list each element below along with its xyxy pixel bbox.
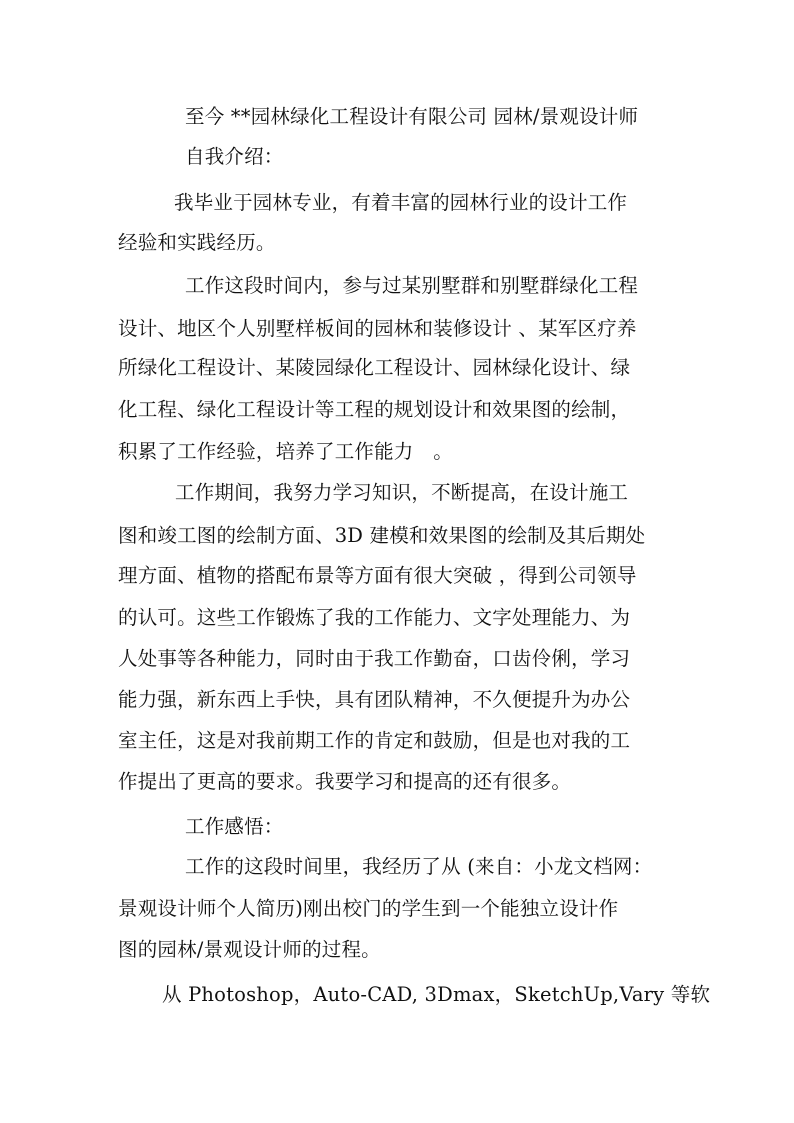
- text-line: 经验和实践经历。: [118, 231, 276, 254]
- text-line: 人处事等各种能力，同时由于我工作勤奋，口齿伶俐，学习: [118, 647, 631, 670]
- text-line: 室主任，这是对我前期工作的肯定和鼓励，但是也对我的工: [118, 729, 631, 752]
- text-line-work-insight-heading: 工作感悟：: [185, 815, 284, 838]
- text-line-self-intro-heading: 自我介绍：: [185, 145, 284, 168]
- text-line: 我毕业于园林专业，有着丰富的园林行业的设计工作: [174, 191, 628, 214]
- text-line: 图和竣工图的绘制方面、3D 建模和效果图的绘制及其后期处: [118, 524, 646, 547]
- text-line: 图的园林/景观设计师的过程。: [118, 938, 381, 961]
- text-line: 理方面、植物的搭配布景等方面有很大突破 ，得到公司领导: [118, 564, 637, 587]
- text-line: 作提出了更高的要求。我要学习和提高的还有很多。: [118, 770, 572, 793]
- text-line: 工作的这段时间里，我经历了从 (来自：小龙文档网：: [185, 855, 653, 878]
- text-line: 从 Photoshop，Auto-CAD, 3Dmax，SketchUp,Vary 等软: [162, 983, 711, 1006]
- text-line: 化工程、绿化工程设计等工程的规划设计和效果图的绘制，: [118, 398, 631, 421]
- text-line: 景观设计师个人简历)刚出校门的学生到一个能独立设计作: [118, 897, 619, 920]
- text-line: 积累了工作经验，培养了工作能力 。: [118, 440, 453, 463]
- text-line-company: 至今 **园林绿化工程设计有限公司 园林/景观设计师: [185, 105, 639, 128]
- text-line: 工作期间，我努力学习知识，不断提高，在设计施工: [175, 481, 629, 504]
- text-line: 所绿化工程设计、某陵园绿化工程设计、园林绿化设计、绿: [118, 356, 631, 379]
- text-line: 设计、地区个人别墅样板间的园林和装修设计 、某军区疗养: [118, 317, 637, 340]
- text-line: 工作这段时间内，参与过某别墅群和别墅群绿化工程: [185, 274, 639, 297]
- text-line: 的认可。这些工作锻炼了我的工作能力、文字处理能力、为: [118, 606, 631, 629]
- text-line: 能力强，新东西上手快，具有团队精神，不久便提升为办公: [118, 688, 631, 711]
